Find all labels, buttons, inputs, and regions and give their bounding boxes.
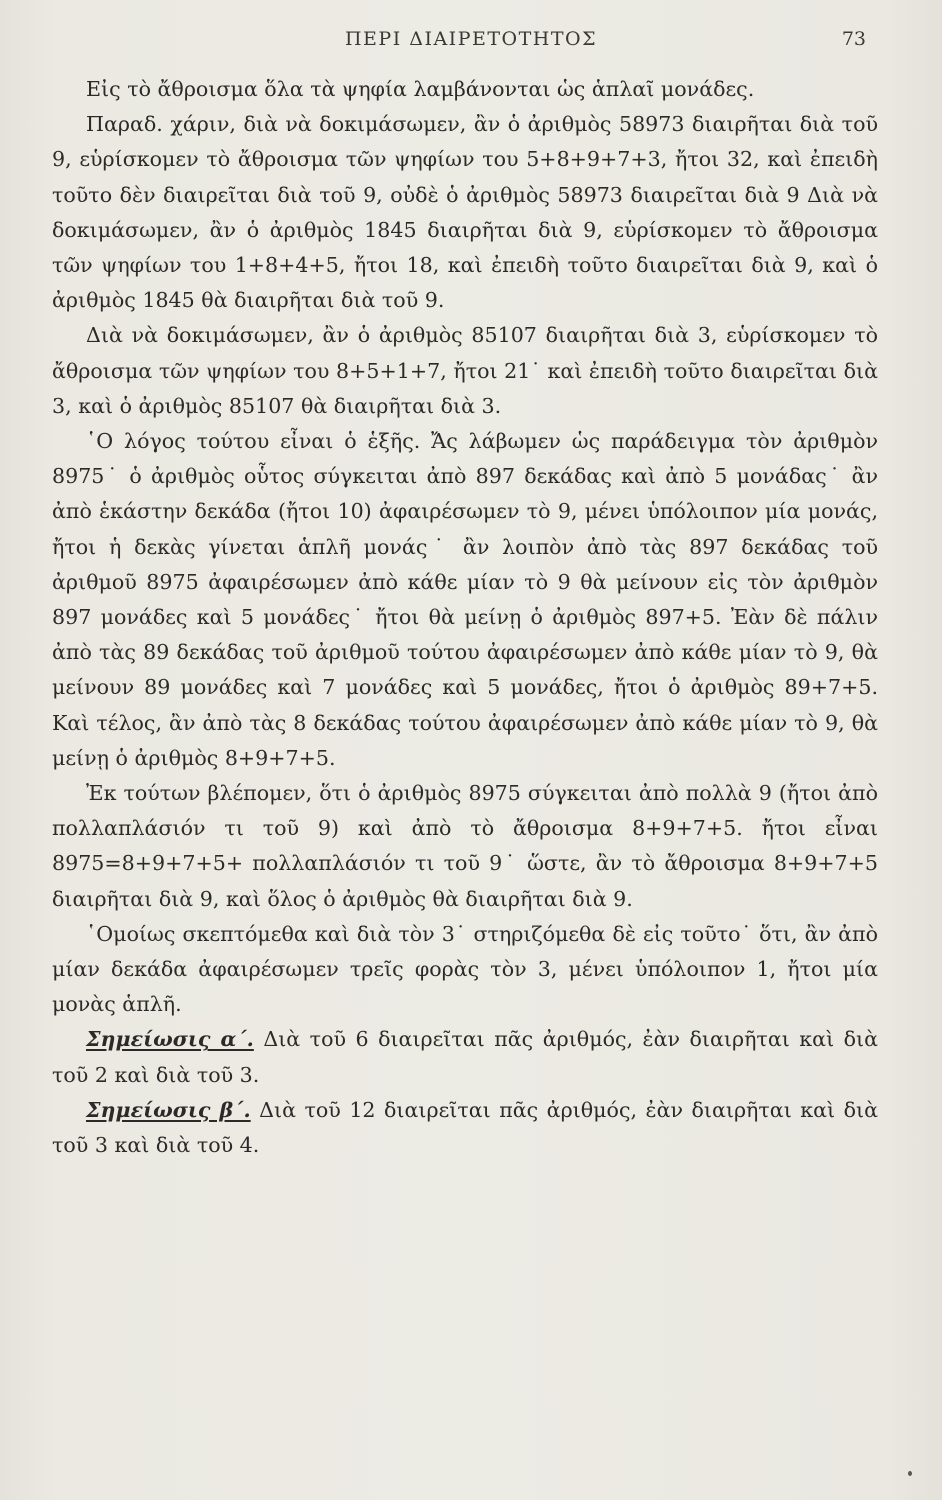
running-title: ΠΕΡΙ ΔΙΑΙΡΕΤΟΤΗΤΟΣ	[344, 28, 598, 50]
note-beta	[52, 1093, 878, 1163]
paragraph: ῾Ομοίως σκεπτόμεθα καὶ διὰ τὸν 3˙ στηριζόμεθα δὲ εἰς τοῦτο˙ ὅτι, ἂν ἀπὸ μίαν δεκάδα ἀφαιρέσωμεν τρεῖς φορὰς τὸν 3, μένει ὑπόλοιπον 1, ἤτοι μία μονὰς ἁπλῆ.	[52, 921, 878, 1017]
paragraph: Διὰ νὰ δοκιμάσωμεν, ἂν ὁ ἀριθμὸς 85107 διαιρῆται διὰ 3, εὑρίσκομεν τὸ ἄθροισμα τῶν ψηφίων του 8+5+1+7, ἤτοι 21˙ καὶ ἐπειδὴ τοῦτο διαιρεῖται διὰ 3, καὶ ὁ ἀριθμὸς 85107 θὰ διαιρῆται διὰ 3.	[52, 323, 878, 418]
note-alpha-label: Σημείωσις α΄.	[86, 1027, 254, 1052]
page-number: 73	[841, 28, 866, 50]
page-header	[0, 28, 942, 58]
paragraph: Παραδ. χάριν, διὰ νὰ δοκιμάσωμεν, ἂν ὁ ἀριθμὸς 58973 διαιρῆται διὰ τοῦ 9, εὑρίσκομεν τὸ ἄθροισμα τῶν ψηφίων του 5+8+9+7+3, ἤτοι 32, καὶ ἐπειδὴ τοῦτο δὲν διαιρεῖται διὰ τοῦ 9, οὐδὲ ὁ ἀριθμὸς 58973 διαιρεῖται διὰ 9 Διὰ νὰ δοκιμάσωμεν, ἂν ὁ ἀριθμὸς 1845 διαιρῆται διὰ 9, εὑρίσκομεν τὸ ἄθροισμα τῶν ψηφίων του 1+8+4+5, ἤτοι 18, καὶ ἐπειδὴ τοῦτο διαιρεῖται διὰ 9, καὶ ὁ ἀριθμὸς 1845 θὰ διαιρῆται διὰ τοῦ 9.	[52, 112, 878, 313]
paragraph: Ἐκ τούτων βλέπομεν, ὅτι ὁ ἀριθμὸς 8975 σύγκειται ἀπὸ πολλὰ 9 (ἤτοι ἀπὸ πολλαπλάσιόν τι τοῦ 9) καὶ ἀπὸ τὸ ἄθροισμα 8+9+7+5. ἤτοι εἶναι 8975=8+9+7+5+ πολλαπλάσιόν τι τοῦ 9˙ ὥστε, ἂν τὸ ἄθροισμα 8+9+7+5 διαιρῆται διὰ 9, καὶ ὅλος ὁ ἀριθμὸς θὰ διαιρῆται διὰ 9.	[52, 781, 878, 911]
paragraph: ῾Ο λόγος τούτου εἶναι ὁ ἑξῆς. Ἄς λάβωμεν ὡς παράδειγμα τὸν ἀριθμὸν 8975˙ ὁ ἀριθμὸς οὗτος σύγκειται ἀπὸ 897 δεκάδας καὶ ἀπὸ 5 μονάδας˙ ἂν ἀπὸ ἑκάστην δεκάδα (ἤτοι 10) ἀφαιρέσωμεν τὸ 9, μένει ὑπόλοιπον μία μονάς, ἤτοι ἡ δεκὰς γίνεται ἁπλῆ μονάς˙ ἂν λοιπὸν ἀπὸ τὰς 897 δεκάδας τοῦ ἀριθμοῦ 8975 ἀφαιρέσωμεν ἀπὸ κάθε μίαν τὸ 9 θὰ μείνουν εἰς τὸν ἀριθμὸν 897 μονάδες καὶ 5 μονάδες˙ ἤτοι θὰ μείνῃ ὁ ἀριθμὸς 897+5. Ἐὰν δὲ πάλιν ἀπὸ τὰς 89 δεκάδας τοῦ ἀριθμοῦ τούτου ἀφαιρέσωμεν ἀπὸ κάθε μίαν τὸ 9, θὰ μείνουν 89 μονάδες καὶ 7 μονάδες καὶ 5 μονάδες, ἤτοι ὁ ἀριθμὸς 89+7+5. Καὶ τέλος, ἂν ἀπὸ τὰς 8 δεκάδας τούτου ἀφαιρέσωμεν ἀπὸ κάθε μίαν τὸ 9, θὰ μείνῃ ὁ ἀριθμὸς 8+9+7+5.	[52, 429, 878, 770]
note-alpha-text: Διὰ τοῦ 6 διαιρεῖται πᾶς ἀριθμός, ἐὰν διαιρῆται καὶ διὰ τοῦ 2 καὶ διὰ τοῦ 3.	[52, 1027, 879, 1087]
ink-speck	[908, 1471, 912, 1476]
paragraph: Εἰς τὸ ἄθροισμα ὅλα τὰ ψηφία λαμβάνονται ὡς ἁπλαῖ μονάδες.	[86, 77, 755, 101]
note-alpha	[52, 1022, 878, 1092]
note-beta-text: Διὰ τοῦ 12 διαιρεῖται πᾶς ἀριθμός, ἐὰν διαιρῆται καὶ διὰ τοῦ 3 καὶ διὰ τοῦ 4.	[52, 1097, 878, 1158]
body-text	[52, 72, 878, 1163]
note-beta-label: Σημείωσις β΄.	[86, 1097, 251, 1122]
